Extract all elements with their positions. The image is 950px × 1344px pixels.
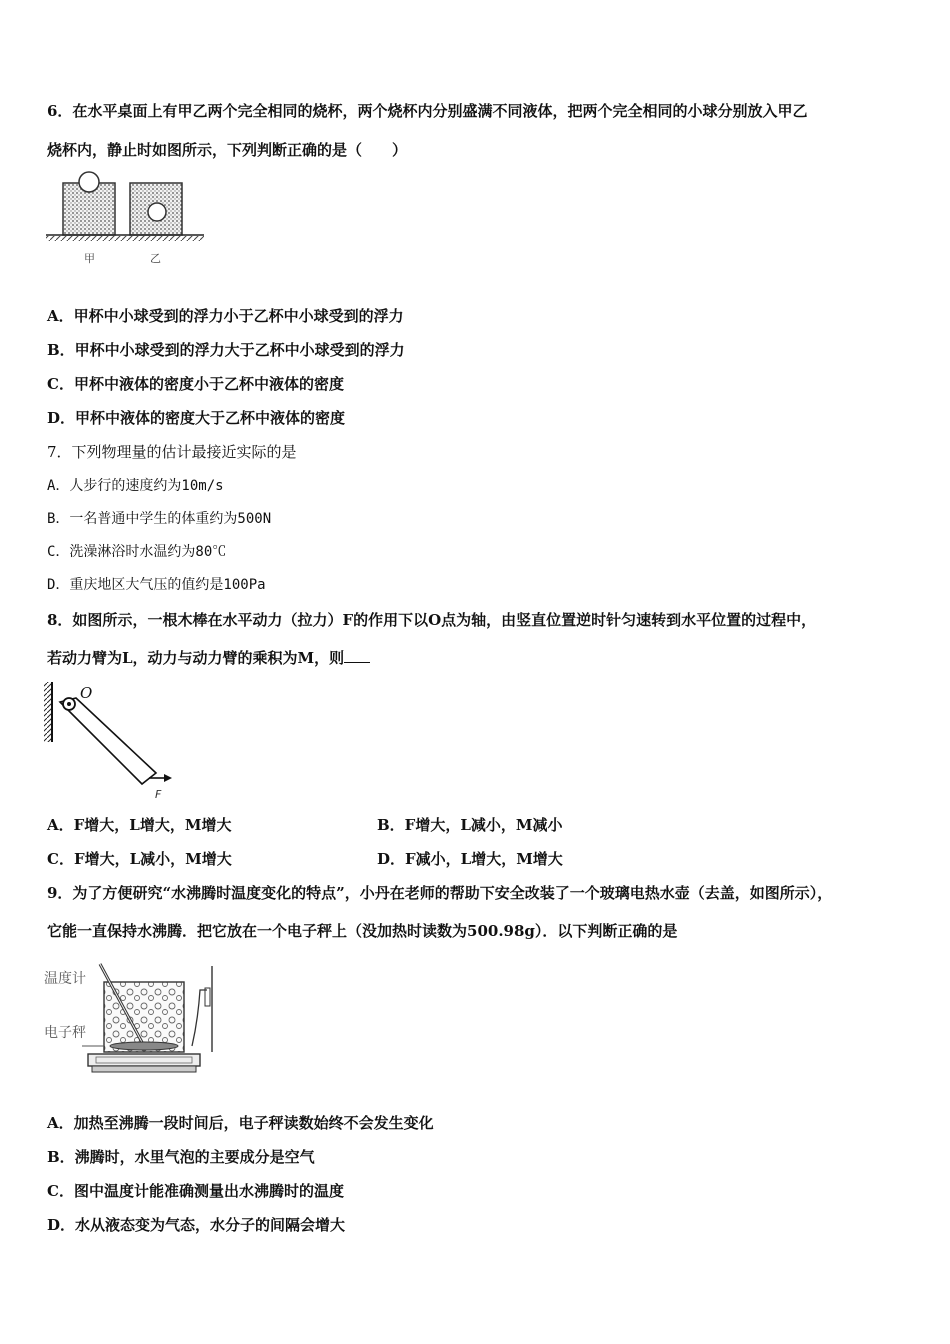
- q8-option-d: D．F减小，L增大，M增大: [377, 850, 563, 868]
- label-electronic-scale: 电子秤: [44, 1025, 86, 1041]
- q8-stem-line2-text: 若动力臂为L，动力与动力臂的乘积为M，则: [47, 649, 345, 667]
- q6-beakers-figure: [44, 168, 206, 270]
- wooden-rod: [60, 698, 156, 784]
- q6-stem-line1: 6．在水平桌面上有甲乙两个完全相同的烧杯，两个烧杯内分别盛满不同液体，把两个完全相同的小球分别放入甲乙: [47, 102, 808, 120]
- answer-blank: [344, 648, 370, 663]
- q7-option-c: C．洗澡淋浴时水温约为80℃: [47, 544, 227, 560]
- q9-option-d: D．水从液态变为气态，水分子的间隔会增大: [47, 1216, 346, 1234]
- q7-stem: 7．下列物理量的估计最接近实际的是: [47, 443, 297, 461]
- q8-stem-line2: [47, 648, 370, 668]
- q8-option-a: A．F增大，L增大，M增大: [47, 816, 232, 834]
- q7-option-a: A．人步行的速度约为10m/s: [47, 478, 224, 494]
- wall: [44, 682, 52, 742]
- q9-option-a: A．加热至沸腾一段时间后，电子秤读数始终不会发生变化: [47, 1114, 434, 1132]
- ball-right: [148, 203, 166, 221]
- q6-option-b: B．甲杯中小球受到的浮力大于乙杯中小球受到的浮力: [47, 341, 405, 359]
- beaker-left-label: 甲: [84, 252, 95, 265]
- label-f: F: [155, 788, 162, 801]
- label-o: O: [80, 684, 93, 702]
- q9-stem-line1: 9．为了方便研究“水沸腾时温度变化的特点”，小丹在老师的帮助下安全改装了一个玻璃电热水壶（去盖，如图所示），: [47, 884, 833, 902]
- q9-kettle-figure: [42, 960, 218, 1082]
- label-thermometer: 温度计: [44, 971, 86, 987]
- q9-option-b: B．沸腾时，水里气泡的主要成分是空气: [47, 1148, 315, 1166]
- q7-option-d: D．重庆地区大气压的值约是100Pa: [47, 577, 266, 593]
- electronic-scale: [88, 1054, 200, 1066]
- q6-option-a: A．甲杯中小球受到的浮力小于乙杯中小球受到的浮力: [47, 307, 404, 325]
- heating-plate: [110, 1042, 178, 1050]
- q6-option-d: D．甲杯中液体的密度大于乙杯中液体的密度: [47, 409, 346, 427]
- q9-stem-line2: 它能一直保持水沸腾．把它放在一个电子秤上（没加热时读数为500.98g）．以下判断正确的是: [47, 922, 678, 940]
- q9-option-c: C．图中温度计能准确测量出水沸腾时的温度: [47, 1182, 344, 1200]
- q8-option-b: B．F增大，L减小，M减小: [377, 816, 563, 834]
- beaker-right-label: 乙: [150, 252, 161, 265]
- q8-option-c: C．F增大，L减小，M增大: [47, 850, 232, 868]
- q6-stem-line2: 烧杯内，静止时如图所示，下列判断正确的是（ ）: [47, 141, 408, 159]
- q8-lever-figure: [42, 678, 174, 804]
- q6-option-c: C．甲杯中液体的密度小于乙杯中液体的密度: [47, 375, 344, 393]
- q7-option-b: B．一名普通中学生的体重约为500N: [47, 511, 272, 527]
- ball-left: [79, 172, 99, 192]
- q8-stem-line1: 8．如图所示，一根木棒在水平动力（拉力）F的作用下以O点为轴，由竖直位置逆时针匀速转到水平位置的过程中，: [47, 611, 817, 629]
